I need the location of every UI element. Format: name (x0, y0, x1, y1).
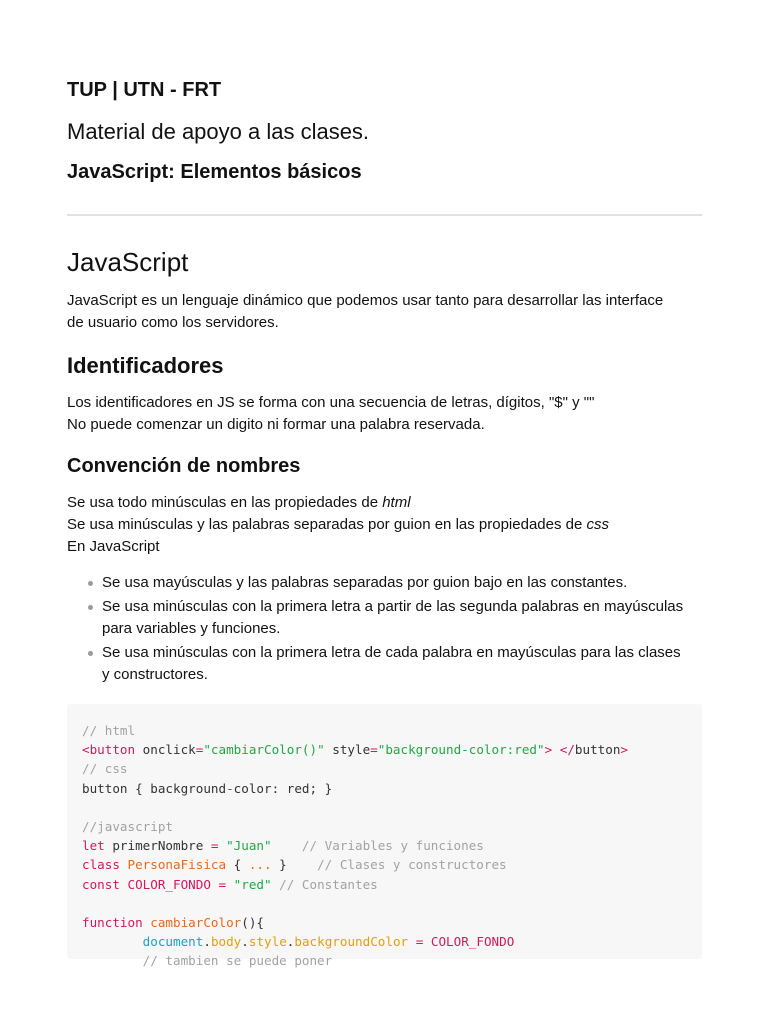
list-item (67, 642, 702, 686)
bullet-icon (88, 651, 93, 656)
code-operator: = (370, 742, 378, 758)
list-item (67, 572, 702, 594)
code-attr: style (324, 742, 371, 758)
code-block (67, 704, 702, 969)
code-keyword: const (82, 876, 120, 892)
code-keyword: class (82, 857, 120, 873)
code-tag-name: button (574, 742, 621, 758)
code-operator: = (210, 838, 219, 854)
code-keyword: function (82, 914, 143, 930)
list-item-text: Se usa minúsculas con la primera letra a partir de las segunda palabras en mayúsculas (102, 598, 684, 615)
code-comment: // html (82, 723, 136, 738)
code-line (82, 932, 687, 951)
code-line (82, 913, 687, 932)
code-comment: // Variables y funciones (271, 838, 484, 854)
heading-convencion-de-nombres: Convención de nombres (67, 455, 301, 477)
code-line (82, 721, 687, 740)
code-line-empty (82, 894, 687, 913)
code-line (82, 951, 687, 970)
code-operator: = (408, 934, 431, 950)
document-subtitle: JavaScript: Elementos básicos (67, 161, 362, 183)
intro-line-2: de usuario como los servidores. (67, 314, 279, 331)
heading-identificadores: Identificadores (67, 353, 224, 378)
code-tag: > (544, 742, 553, 758)
list-item-text: Se usa mayúsculas y las palabras separadas por guion bajo en las constantes. (102, 574, 628, 591)
code-string: "cambiarColor()" (203, 742, 325, 758)
code-text: { (226, 857, 249, 873)
code-comment: // Constantes (271, 876, 378, 892)
code-line (82, 836, 687, 855)
html-emphasis: html (382, 494, 411, 511)
code-property: body (210, 934, 242, 950)
code-operator: = (195, 742, 204, 758)
code-text: ... (248, 857, 272, 873)
code-constant: COLOR_FONDO (430, 934, 515, 950)
convencion-paragraph (67, 492, 702, 558)
convencion-line-3: En JavaScript (67, 538, 160, 555)
code-operator: - (226, 780, 234, 796)
code-line (82, 855, 687, 874)
code-line-empty (82, 798, 687, 817)
code-line (82, 875, 687, 894)
code-property: backgroundColor (294, 934, 409, 950)
code-indent (82, 934, 143, 949)
code-string: "background-color:red" (377, 742, 545, 758)
code-string: "Juan" (218, 838, 272, 854)
identificadores-line-1: Los identificadores en JS se forma con una secuencia de letras, dígitos, "$" y "" (67, 394, 595, 411)
intro-line-1: JavaScript es un lenguaje dinámico que podemos usar tanto para desarrollar las interface (67, 292, 664, 309)
document-content (67, 78, 702, 969)
org-heading: TUP | UTN - FRT (67, 79, 222, 101)
code-text: . (203, 934, 211, 950)
identificadores-paragraph (67, 392, 702, 436)
list-item-text: para variables y funciones. (102, 620, 281, 637)
intro-paragraph (67, 290, 702, 334)
code-line (82, 740, 687, 759)
list-item-text: Se usa minúsculas con la primera letra de cada palabra en mayúsculas para las clases (102, 644, 681, 661)
code-comment: //javascript (82, 818, 173, 834)
document-title: Material de apoyo a las clases. (67, 119, 370, 144)
code-text: (){ (241, 914, 264, 930)
identificadores-line-2: No puede comenzar un digito ni formar una palabra reservada. (67, 416, 485, 433)
css-emphasis: css (586, 516, 609, 533)
code-line (82, 817, 687, 836)
code-text: . (286, 934, 295, 950)
code-text: . (241, 934, 249, 950)
code-operator: = (218, 876, 227, 892)
code-comment: // tambien se puede poner (142, 953, 333, 969)
code-identifier: primerNombre (104, 838, 211, 854)
bullet-icon (88, 605, 93, 610)
code-comment: // css (82, 761, 128, 777)
code-text: button { background (82, 780, 227, 796)
code-property: style (248, 934, 287, 950)
list-item-text: y constructores. (102, 666, 208, 683)
convencion-line-2-text: Se usa minúsculas y las palabras separadas por guion en las propiedades de (67, 516, 587, 533)
code-object: document (142, 934, 204, 950)
code-line (82, 779, 687, 798)
code-line (82, 759, 687, 778)
bullet-icon (88, 581, 93, 586)
code-tag: > (620, 742, 629, 758)
code-tag: <button (82, 742, 143, 758)
code-indent (82, 953, 143, 968)
code-function-name: cambiarColor (142, 914, 242, 930)
code-text: color: red; } (233, 780, 333, 796)
code-string: "red" (226, 876, 272, 892)
code-class-name: PersonaFisica (119, 857, 227, 873)
code-keyword: let (82, 838, 105, 854)
code-text: } (271, 857, 287, 873)
code-attr: onclick (142, 742, 196, 758)
divider (67, 214, 702, 216)
convencion-line-1 (67, 494, 411, 511)
list-item (67, 596, 702, 640)
heading-javascript: JavaScript (67, 247, 189, 277)
code-comment: // Clases y constructores (286, 857, 507, 873)
code-tag: </ (552, 742, 575, 758)
code-constant: COLOR_FONDO (119, 876, 219, 892)
convencion-line-1-text: Se usa todo minúsculas en las propiedades de (67, 494, 383, 511)
naming-rules-list (67, 572, 702, 686)
convencion-line-2 (67, 516, 609, 533)
